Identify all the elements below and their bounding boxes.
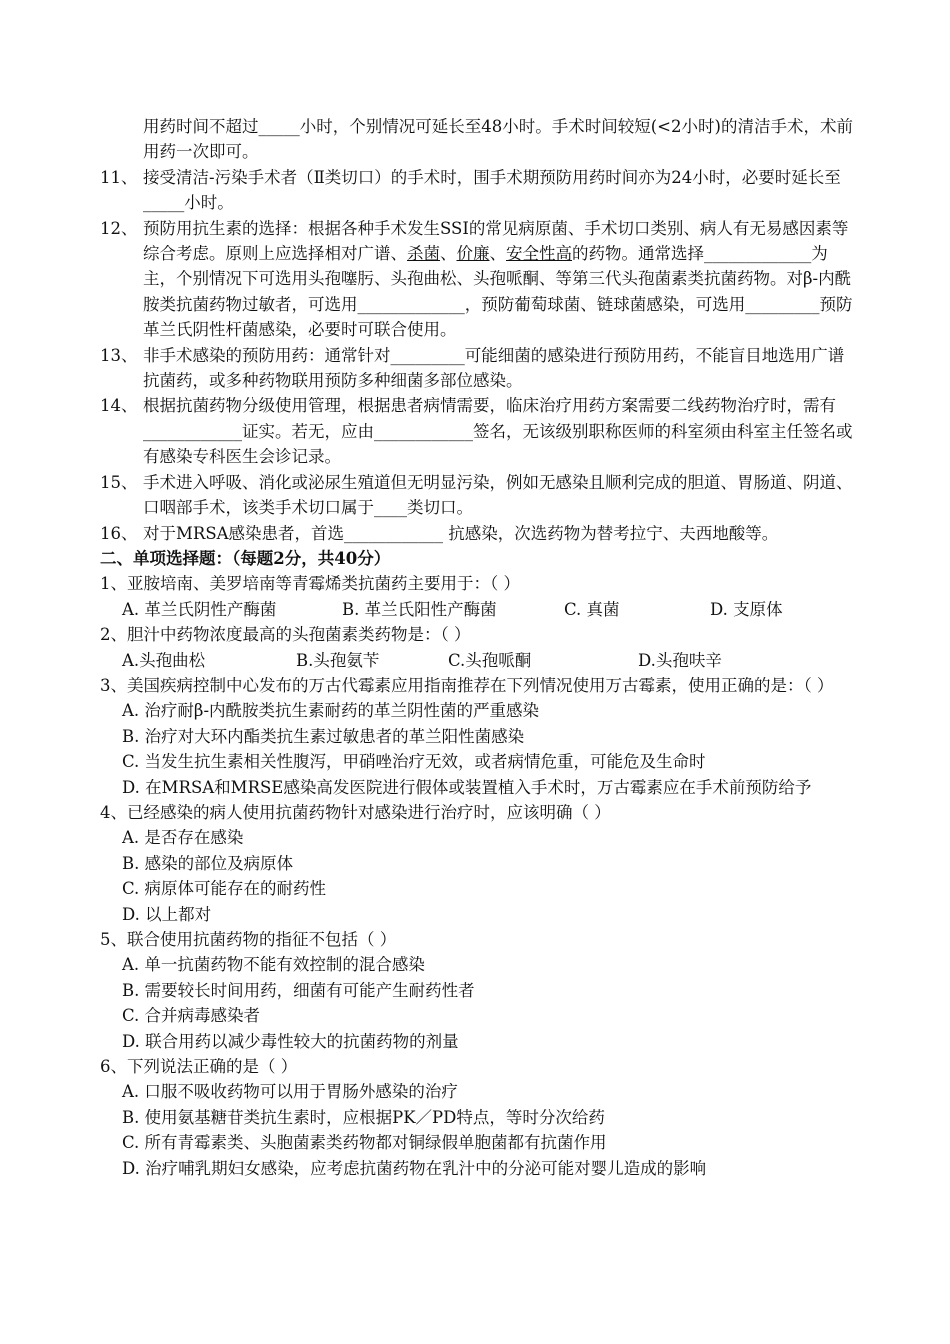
fill-item-14 bbox=[100, 393, 860, 469]
item-text: 非手术感染的预防用药：通常针对_________可能细菌的感染进行预防用药，不能盲目地选用广谱抗菌药，或多种药物联用预防多种细菌多部位感染。 bbox=[143, 345, 845, 391]
item-number: 14、 bbox=[100, 396, 138, 416]
option: B. 治疗对大环内酯类抗生素过敏患者的革兰阳性菌感染 bbox=[122, 726, 525, 746]
fill-item-11 bbox=[100, 165, 860, 216]
item-number: 11、 bbox=[100, 167, 138, 187]
option: D. 支原体 bbox=[710, 599, 783, 619]
question-stem: 1、亚胺培南、美罗培南等青霉烯类抗菌药主要用于：（ ） bbox=[100, 574, 520, 594]
option: B. 使用氨基糖苷类抗生素时，应根据PK／PD特点，等时分次给药 bbox=[122, 1107, 605, 1127]
separator: 、 bbox=[440, 244, 457, 264]
item-text-part: 的药物。通常选择_____________为主，个别情况下可选用头孢噻肟、头孢曲松、头孢哌酮、等第三代头孢菌素类抗菌药物。对β-内酰胺类抗菌药物过敏者，可选用_____________，预防葡萄球菌、链球菌感染，可选用_________预防革兰氏阴性杆菌感染，必要时可联合使用。 bbox=[143, 244, 853, 340]
options-row bbox=[100, 648, 860, 673]
item-text: 接受清洁-污染手术者（Ⅱ类切口）的手术时，围手术期预防用药时间亦为24小时，必要时延长至_____小时。 bbox=[143, 167, 841, 213]
option: C. 真菌 bbox=[564, 599, 620, 619]
option: A. 革兰氏阴性产酶菌 bbox=[122, 599, 277, 619]
item-text: 根据抗菌药物分级使用管理，根据患者病情需要，临床治疗用药方案需要二线药物治疗时，需有____________证实。若无，应由____________签名，无该级别职称医师的科室须由科室主任签名或有感染专科医生会诊记录。 bbox=[143, 396, 853, 467]
question-stem: 4、已经感染的病人使用抗菌药物针对感染进行治疗时，应该明确（ ） bbox=[100, 802, 611, 822]
question-stem: 2、胆汁中药物浓度最高的头孢菌素类药物是：（ ） bbox=[100, 625, 471, 645]
option: A. 口服不吸收药物可以用于胃肠外感染的治疗 bbox=[122, 1082, 458, 1102]
question-stem: 5、联合使用抗菌药物的指征不包括（ ） bbox=[100, 930, 397, 949]
item-number: 16、 bbox=[100, 523, 138, 543]
item-text: 手术进入呼吸、消化或泌尿生殖道但无明显污染，例如无感染且顺利完成的胆道、胃肠道、阴道、口咽部手术，该类手术切口属于____类切口。 bbox=[143, 472, 853, 518]
option: C. 当发生抗生素相关性腹泻，甲硝唑治疗无效，或者病情危重，可能危及生命时 bbox=[122, 752, 706, 772]
document-page bbox=[100, 114, 860, 1181]
option: C. 合并病毒感染者 bbox=[122, 1006, 261, 1026]
option: B. 革兰氏阳性产酶菌 bbox=[342, 599, 497, 619]
fill-item-15 bbox=[100, 470, 860, 521]
option: B. 需要较长时间用药，细菌有可能产生耐药性者 bbox=[122, 980, 475, 1000]
option: D. 治疗哺乳期妇女感染，应考虑抗菌药物在乳汁中的分泌可能对婴儿造成的影响 bbox=[122, 1158, 707, 1178]
fill-item-16 bbox=[100, 521, 860, 546]
option: C. 所有青霉素类、头胞菌素类药物都对铜绿假单胞菌都有抗菌作用 bbox=[122, 1133, 607, 1153]
option: D. 联合用药以减少毒性较大的抗菌药物的剂量 bbox=[122, 1031, 459, 1051]
option: B. 感染的部位及病原体 bbox=[122, 853, 294, 873]
underlined-term: 杀菌 bbox=[407, 244, 440, 264]
item-text: 对于MRSA感染患者，首选____________ 抗感染，次选药物为替考拉宁、夫西地酸等。 bbox=[143, 523, 779, 543]
fill-item-12 bbox=[100, 216, 860, 343]
item-number: 15、 bbox=[100, 472, 138, 492]
underlined-term: 安全性高 bbox=[506, 244, 572, 264]
option: A. 单一抗菌药物不能有效控制的混合感染 bbox=[122, 955, 425, 975]
option: C.头孢哌酮 bbox=[448, 650, 532, 670]
question-stem: 3、美国疾病控制中心发布的万古代霉素应用指南推荐在下列情况使用万古霉素，使用正确的是：（ ） bbox=[100, 675, 834, 695]
option: B.头孢氨苄 bbox=[296, 650, 380, 670]
option: A.头孢曲松 bbox=[122, 650, 206, 670]
option: D. 以上都对 bbox=[122, 904, 212, 924]
section-title: 二、单项选择题：（每题2分，共40分） bbox=[100, 548, 391, 568]
underlined-term: 价廉 bbox=[456, 244, 490, 264]
options-row bbox=[100, 597, 860, 622]
option: A. 治疗耐β-内酰胺类抗生素耐药的革兰阴性菌的严重感染 bbox=[122, 701, 540, 721]
item-10-continuation: 用药时间不超过_____小时，个别情况可延长至48小时。手术时间较短(<2小时)的清洁手术，术前用药一次即可。 bbox=[143, 117, 853, 162]
question-stem: 6、下列说法正确的是（ ） bbox=[100, 1057, 298, 1077]
option: D. 在MRSA和MRSE感染高发医院进行假体或装置植入手术时，万古霉素应在手术前预防给予 bbox=[122, 777, 812, 797]
option: A. 是否存在感染 bbox=[122, 828, 244, 848]
item-text bbox=[143, 216, 860, 343]
item-number: 12、 bbox=[100, 218, 138, 238]
item-text-part: 预防用抗生素的选择：根据各种手术发生SSI的常见病原菌、手术切口类别、病人有无易感因素等综合考虑。原则上应选择相对广谱、 bbox=[143, 218, 849, 264]
separator: 、 bbox=[489, 244, 506, 264]
fill-item-13 bbox=[100, 343, 860, 394]
item-number: 13、 bbox=[100, 345, 138, 365]
option: D.头孢呋辛 bbox=[638, 650, 722, 670]
option: C. 病原体可能存在的耐药性 bbox=[122, 879, 327, 899]
